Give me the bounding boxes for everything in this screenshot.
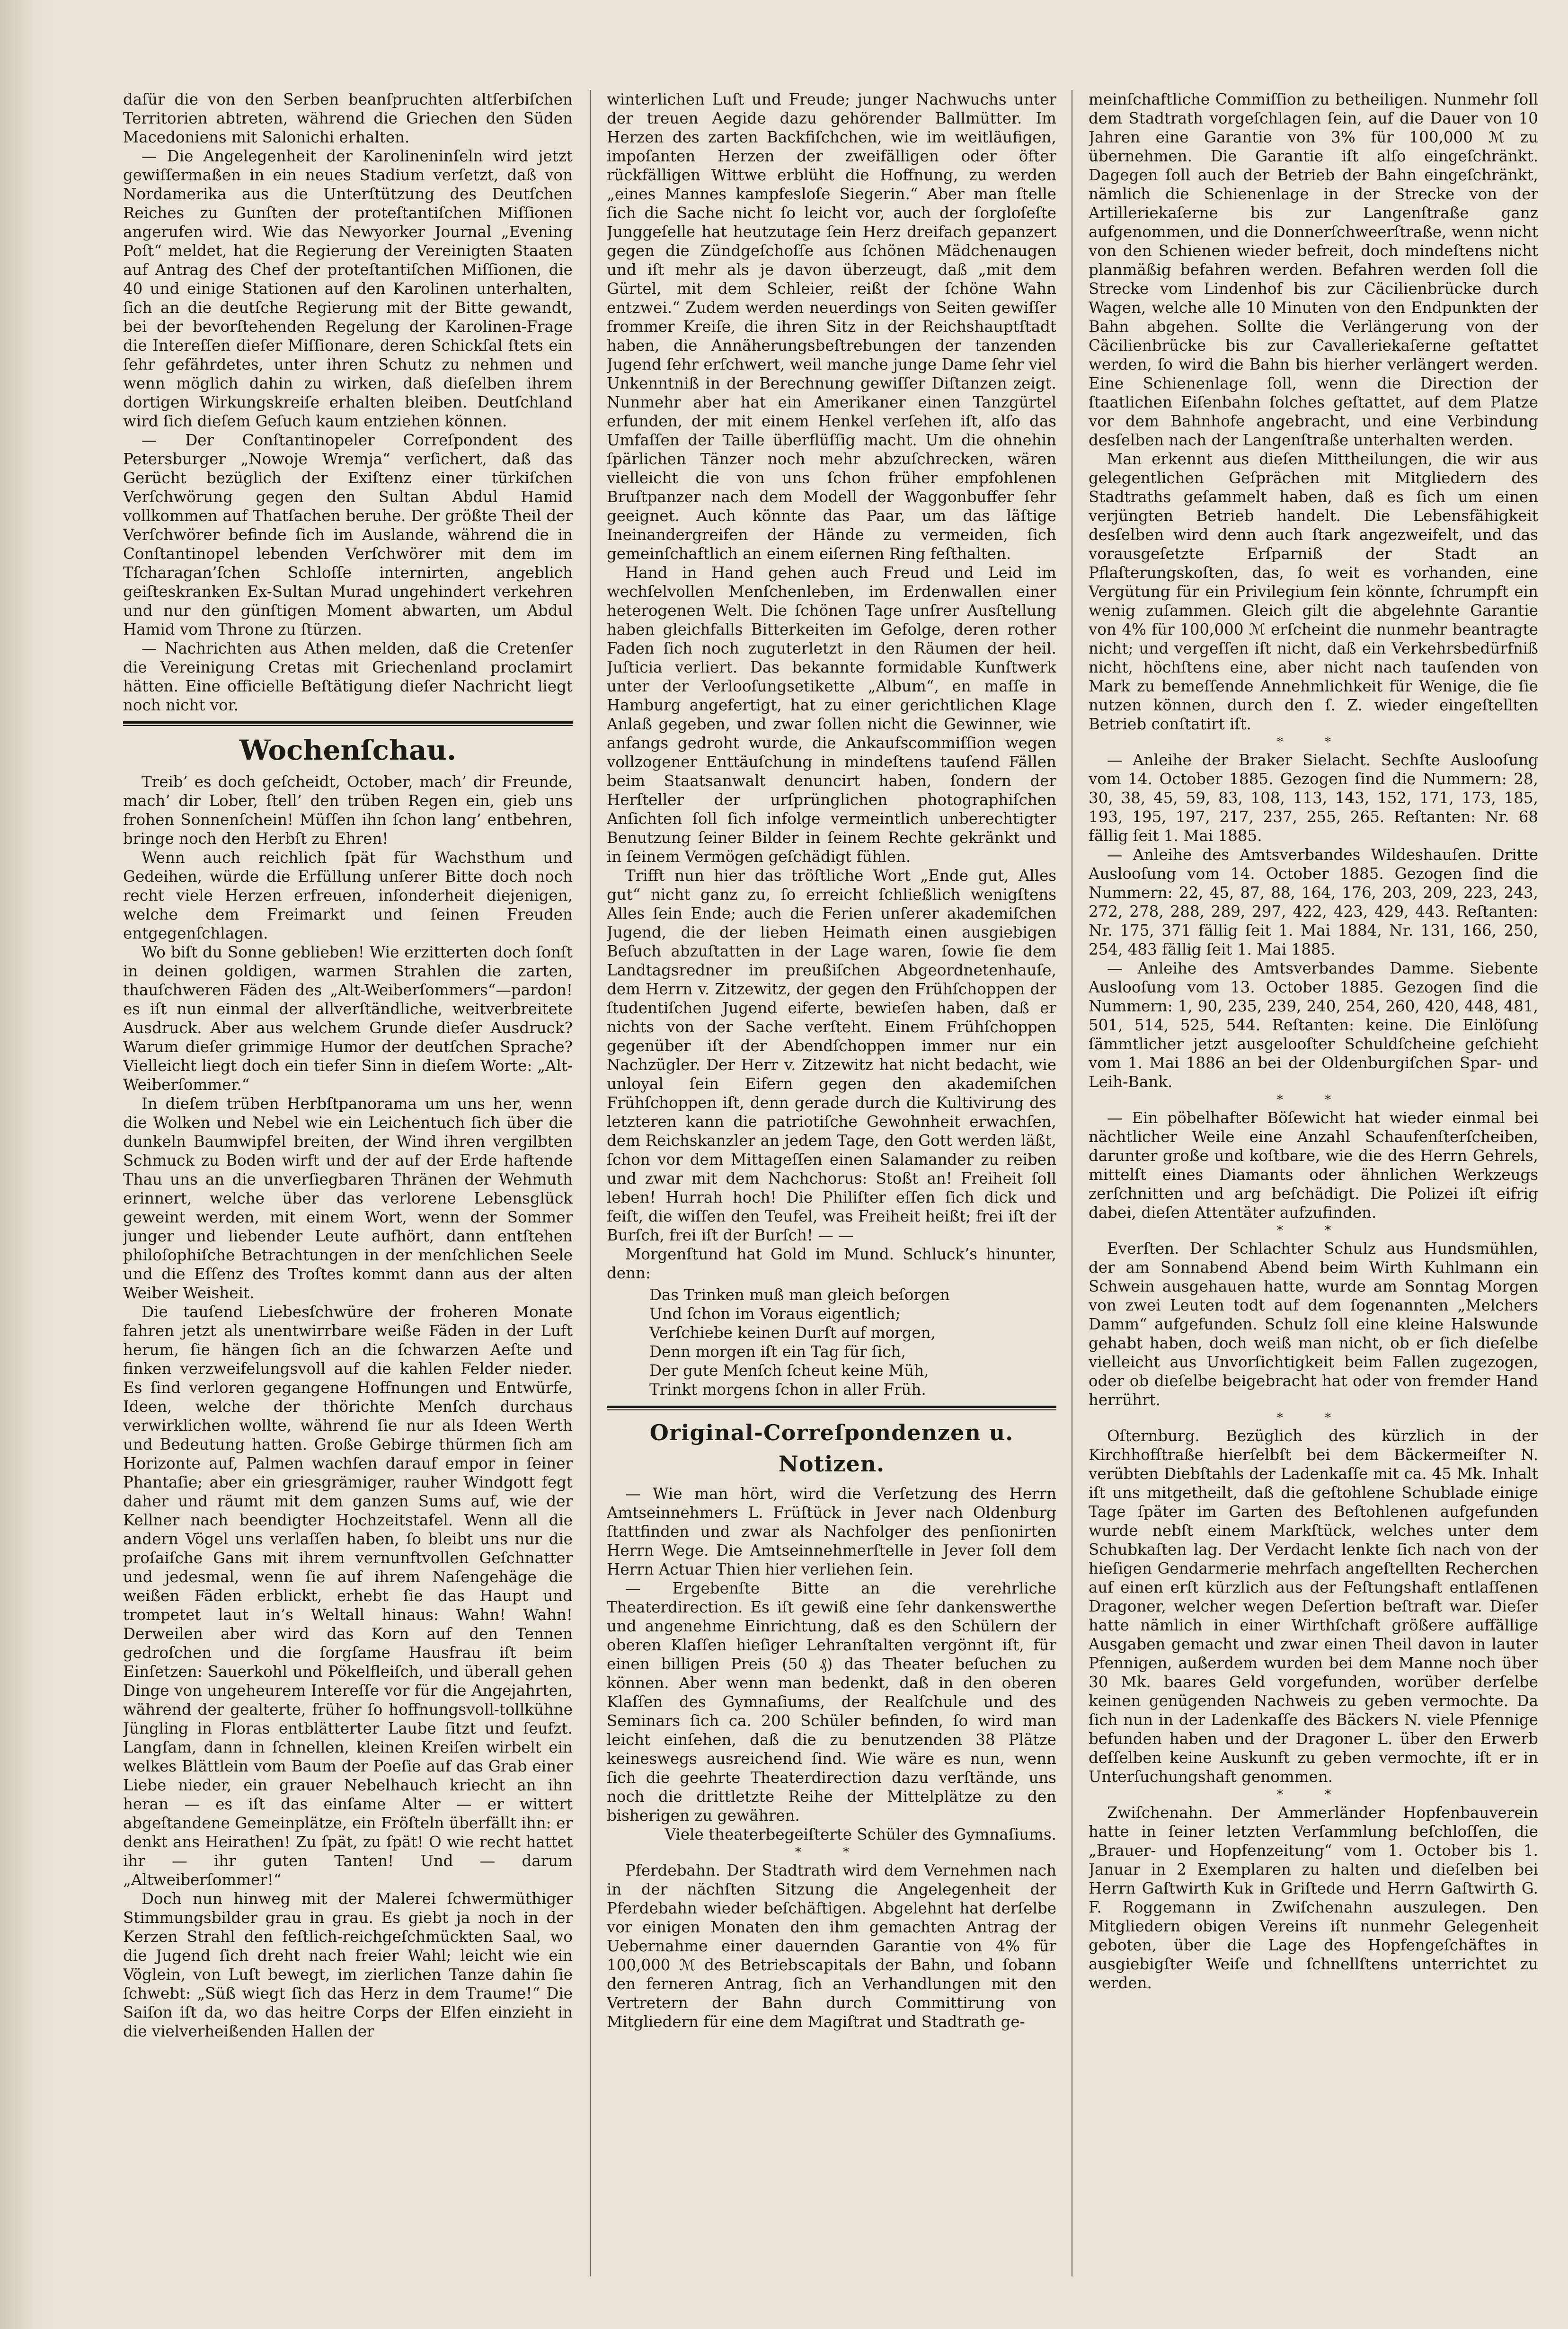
local-news: Zwiſchenahn. Der Ammerländer Hopfenbauverein hatte in ſeiner letzten Verſammlung beſchloſſen, die „Brauer- und Hopfenzeitung“ vom 1. October bis 1. Januar in 2 Exemplaren zu halten und dieſelben bei Herrn Gaſtwirth Kuk in Griſtede und Herrn Gaſtwirth G. F. Roggemann in Zwiſchenahn auszulegen. Den Mitgliedern obigen Vereins iſt nunmehr Gelegenheit geboten, über die Lage des Hopfengeſchäftes in ausgiebigſter Weiſe und ſchnellſtens unterrichtet zu werden. bbox=[1089, 1804, 1538, 1992]
poem-line: Der gute Menſch ſcheut keine Müh, bbox=[649, 1362, 929, 1380]
paragraph: In dieſem trüben Herbſtpanorama um uns her, wenn die Wolken und Nebel wie ein Leichentuch ſich über die dunkeln Baumwipfel breiten, der Wind ihren vergilbten Schmuck zu Boden wirft und der auf der Erde haftende Thau uns an die unverſiegbaren Thränen der Wehmuth erinnert, welche über das verlorene Lebensglück geweint werden, mit einem Wort, wenn der Sommer junger und liebender Leute aufhört, dann entſtehen philoſophiſche Betrachtungen in der menſchlichen Seele und die Eſſenz des Troſtes kommt dann aus der alten Weiber Weisheit. bbox=[123, 1095, 573, 1302]
paragraph: Treib’ es doch geſcheidt, October, mach’ dir Freunde, mach’ dir Lober, ſtell’ den trüben Regen ein, gieb uns frohen Sonnenſchein! Müſſen ihn ſchon lang’ entbehren, bringe noch den Herbſt zu Ehren! bbox=[123, 773, 573, 848]
paragraph: Man erkennt aus dieſen Mittheilungen, die wir aus gelegentlichen Geſprächen mit Mitgliedern des Stadtraths geſammelt haben, daß es ſich um einen verjüngten Betrieb handelt. Die Lebensfähigkeit desſelben wird denn auch ſtark angezweifelt, und das vorausgeſetzte Erſparniß der Stadt an Pflaſterungskoſten, das, ſo weit es vorhanden, eine Vergütung für ein Privilegium ſein könnte, ſchrumpft ein wenig zuſammen. Gleich gilt die abgelehnte Garantie von 4% für 100,000 ℳ erſcheint die nunmehr beantragte nicht; und vergeſſen iſt nicht, daß ein Verkehrsbedürfniß nicht, höchſtens eine, aber nicht nach tauſenden von Mark zu bemeſſende Annehmlichkeit für Wenige, die ſie nutzen können, durch den ſ. Z. wieder eingeſtellten Betrieb conſtatirt iſt. bbox=[1089, 450, 1538, 733]
local-news: Everſten. Der Schlachter Schulz aus Hundsmühlen, der am Sonnabend Abend beim Wirth Kuhlmann ein Schwein ausgehauen hatte, wurde am Sonntag Morgen von zwei Leuten todt auf dem ſogenannten „Melchers Damm“ aufgefunden. Schulz ſoll eine kleine Halswunde gehabt haben, doch weiß man nicht, ob er ſich dieſelbe vielleicht aus Unvorſichtigkeit beim Fallen zugezogen, oder ob dieſelbe beigebracht hat oder von fremder Hand herrührt. bbox=[1089, 1240, 1538, 1409]
column-2 bbox=[607, 90, 1056, 2276]
paragraph-karolinen: — Die Angelegenheit der Karolineninſeln wird jetzt gewiſſermaßen in ein neues Stadium verſetzt, daß von Nordamerika aus die Unterſtützung des Deutſchen Reiches zu Gunſten der proteſtantiſchen Miſſionen angerufen wird. Wie das Newyorker Journal „Evening Poſt“ meldet, hat die Regierung der Vereinigten Staaten auf Antrag des Chef der proteſtantiſchen Miſſionen, die 40 und einige Stationen auf den Karolinen unterhalten, ſich an die deutſche Regierung mit der Bitte gewandt, bei der bevorſtehenden Regelung der Karolinen-Frage die Intereſſen dieſer Miſſionare, deren Schickſal ſtets ein ſehr gefährdetes, unter ihren Schutz zu nehmen und wenn möglich dahin zu wirken, daß dieſelben ihrem dortigen Wirkungskreiſe erhalten bleiben. Deutſchland wird ſich dieſem Geſuch kaum entziehen können. bbox=[123, 147, 573, 430]
poem-line: Das Trinken muß man gleich beſorgen bbox=[649, 1286, 950, 1304]
poem-line: Und ſchon im Voraus eigentlich; bbox=[649, 1305, 901, 1323]
paragraph: Morgenſtund hat Gold im Mund. Schluck’s hinunter, denn: bbox=[607, 1245, 1056, 1282]
section-stars: * * bbox=[1276, 735, 1350, 749]
section-stars: * * bbox=[1276, 1788, 1350, 1802]
notice-pferdebahn: Pferdebahn. Der Stadtrath wird dem Vernehmen nach in der nächſten Sitzung die Angelegenheit der Pferdebahn wieder beſchäftigen. Abgelehnt hat derſelbe vor einigen Monaten den ihm gemachten Antrag der Uebernahme einer dauernden Garantie von 4% für 100,000 ℳ des Betriebscapitals der Bahn, und ſobann den ferneren Antrag, ſich an Verhandlungen mit den Vertretern der Bahn durch Committirung von Mitgliedern für eine dem Magiſtrat und Stadtrath ge- bbox=[607, 1861, 1056, 2031]
section-divider bbox=[123, 721, 573, 726]
poem bbox=[649, 1285, 1056, 1399]
notice-signature: Viele theaterbegeiſterte Schüler des Gymnaſiums. bbox=[664, 1825, 1056, 1843]
column-3 bbox=[1089, 90, 1538, 2276]
notice: — Wie man hört, wird die Verſetzung des Herrn Amtseinnehmers L. Früſtück in Jever nach Oldenburg ſtattfinden und zwar als Nachfolger des penſionirten Herrn Wege. Die Amtseinnehmerſtelle in Jever ſoll dem Herrn Actuar Thien hier verliehen ſein. bbox=[607, 1485, 1056, 1578]
paragraph: Wenn auch reichlich ſpät für Wachsthum und Gedeihen, würde die Erfüllung unſerer Bitte doch noch recht viele Herzen erfreuen, inſonderheit diejenigen, welche dem Freimarkt und ſeinen Freuden entgegenſchlagen. bbox=[123, 849, 573, 942]
section-divider bbox=[607, 1406, 1056, 1410]
loan-notice: — Anleihe des Amtsverbandes Damme. Siebente Auslooſung vom 13. October 1885. Gezogen ſind die Nummern: 1, 90, 235, 239, 240, 254, 260, 420, 448, 481, 501, 514, 525, 544. Reſtanten: keine. Die Einlöſung ſämmtlicher jetzt ausgelooſter Schuldſcheine geſchieht vom 1. Mai 1886 an bei der Oldenburgiſchen Spar- und Leih-Bank. bbox=[1089, 959, 1538, 1091]
correspondence-heading: Original-Correſpondenzen u. Notizen. bbox=[649, 1420, 1014, 1477]
column-1 bbox=[123, 90, 573, 2276]
section-stars: * * bbox=[1276, 1411, 1350, 1425]
paragraph: Hand in Hand gehen auch Freud und Leid im wechſelvollen Menſchenleben, im Erdenwallen einer heterogenen Welt. Die ſchönen Tage unſrer Ausſtellung haben gleichfalls Bitterkeiten im Gefolge, deren rother Faden ſich noch zuguterletzt in den Räumen der heil. Juſticia verliert. Das bekannte formidable Kunſtwerk unter der Verlooſungsetikette „Album“, en maſſe in Hamburg angefertigt, hat zu einer gerichtlichen Klage Anlaß gegeben, und zwar ſollen nicht die Gewinner, wie anfangs gedroht wurde, die Ankaufscommiſſion wegen vollzogener Enttäuſchung in mindeſtens tauſend Fällen beim Staatsanwalt denuncirt haben, ſondern der Herſteller der urſprünglichen photographiſchen Anſichten ſoll ſich infolge vermeintlich unberechtigter Benutzung ſeiner Bilder in ſeinem Rechte gekränkt und in ſeinem Vermögen geſchädigt fühlen. bbox=[607, 564, 1056, 866]
section-stars: * * bbox=[1276, 1093, 1350, 1107]
paragraph-verschwoerung: — Der Conſtantinopeler Correſpondent des Petersburger „Nowoje Wremja“ verſichert, daß das Gerücht bezüglich der Exiſtenz einer türkiſchen Verſchwörung gegen den Sultan Abdul Hamid vollkommen auf Thatſachen beruhe. Der größte Theil der Verſchwörer befinde ſich im Auslande, während die in Conſtantinopel lebenden Verſchwörer mit dem im Tſcharagan’ſchen Schloſſe internirten, angeblich geiſteskranken Ex-Sultan Murad ungehindert verkehren und nur den günſtigen Moment abwarten, um Abdul Hamid vom Throne zu ſtürzen. bbox=[123, 431, 573, 638]
notice: — Ergebenſte Bitte an die verehrliche Theaterdirection. Es iſt gewiß eine ſehr dankenswerthe und angenehme Einrichtung, daß es den Schülern der oberen Klaſſen hieſiger Lehranſtalten vergönnt iſt, für einen billigen Preis (50 ₰) das Theater beſuchen zu können. Aber wenn man bedenkt, daß in den oberen Klaſſen des Gymnaſiums, der Realſchule und des Seminars ſich ca. 200 Schüler befinden, ſo wird man leicht einſehen, daß die zu benutzenden 38 Plätze keineswegs ausreichend ſind. Wie wäre es nun, wenn ſich die geehrte Theaterdirection dazu verſtände, uns noch die drittletzte Reihe der Mittelplätze zu den bisherigen zu gewähren. bbox=[607, 1579, 1056, 1824]
paragraph: Doch nun hinweg mit der Malerei ſchwermüthiger Stimmungsbilder grau in grau. Es giebt ja noch in der Kerzen Strahl den feſtlich-reichgeſchmückten Saal, wo die Jugend ſich dreht nach freier Wahl; leicht wie ein Vöglein, von Luſt bewegt, im zierlichen Tanze dahin ſie ſchwebt: „Süß wiegt ſich das Herz in dem Traume!“ Die Saiſon iſt da, wo das heitre Corps der Elfen einzieht in die vielverheißenden Hallen der bbox=[123, 1890, 573, 2040]
paragraph: daſür die von den Serben beanſpruchten altſerbiſchen Territorien abtreten, während die Griechen den Süden Macedoniens mit Salonichi erhalten. bbox=[123, 90, 573, 146]
poem-line: Denn morgen iſt ein Tag für ſich, bbox=[649, 1343, 906, 1361]
paragraph: Die tauſend Liebesſchwüre der froheren Monate fahren jetzt als unentwirrbare weiße Fäden in der Luft herum, ſie hängen ſich an die ſchwarzen Aeſte und finken verzweifelungsvoll auf die kahlen Felder nieder. Es ſind verloren gegangene Hoffnungen und Entwürfe, Ideen, welche der thörichte Menſch durchaus verwirklichen wollte, während ſie nur als Ideen Werth und Bedeutung hatten. Große Gebirge thürmen ſich am Horizonte auf, Palmen wachſen darauf empor in ſeiner Phantaſie; aber ein griesgrämiger, rauher Windgott fegt daher und räumt mit dem ganzen Sums auf, wie der Kellner nach beendigter Hochzeitstafel. Wenn all die andern Vögel uns verlaſſen haben, ſo bleibt uns nur die proſaiſche Gans mit ihrem vernunftvollen Geſchnatter und jedesmal, wenn ſie auf ihrem Naſengehäge die weißen Fäden erblickt, erhebt ſie das Haupt und trompetet laut in’s Weltall hinaus: Wahn! Wahn! Derweilen aber wird das Korn auf den Tennen gedroſchen und die ſorgſame Hausfrau iſt beim Einſetzen: Sauerkohl und Pökelfleiſch, und überall gehen Dinge von ungeheurem Intereſſe vor für die Angejahrten, während der gealterte, früher ſo hoffnungsvoll-tollkühne Jüngling in Floras entblätterter Laube ſitzt und ſeufzt. Langſam, dann in ſchnellen, kleinen Kreiſen wirbelt ein welkes Blättlein vom Baum der Poeſie auf das Grab einer Liebe nieder, ein grauer Nebelhauch kriecht an ihn heran — es iſt das einſame Alter — er wittert abgeſtandene Gemeinplätze, ein Fröſteln überfällt ihn: er denkt ans Heirathen! Zu ſpät, zu ſpät! O wie recht hattet ihr — ihr guten Tanten! Und — darum „Altweiberſommer!“ bbox=[123, 1303, 573, 1889]
poem-line: Verſchiebe keinen Durſt auf morgen, bbox=[649, 1324, 936, 1342]
paragraph: Wo biſt du Sonne geblieben! Wie erzitterten doch ſonſt in deinen goldigen, warmen Strahlen die zarten, thauſchweren Fäden des „Alt-Weiberſommers“—pardon! es iſt nun einmal der allverſtändliche, weitverbreitete Ausdruck. Aber aus welchem Grunde dieſer Ausdruck? Warum dieſer grimmige Humor der deutſchen Sprache? Vielleicht liegt doch ein tiefer Sinn in dieſem Worte: „Alt-Weiberſommer.“ bbox=[123, 943, 573, 1094]
section-stars: * * bbox=[1276, 1223, 1350, 1238]
column-rule-1 bbox=[590, 90, 591, 2276]
poem-line: Trinkt morgens ſchon in aller Früh. bbox=[649, 1381, 926, 1399]
section-stars: * * bbox=[795, 1845, 868, 1860]
paragraph: meinſchaftliche Commiſſion zu betheiligen. Nunmehr ſoll dem Stadtrath vorgeſchlagen ſein, auf die Dauer von 10 Jahren eine Garantie von 3% für 100,000 ℳ zu übernehmen. Die Garantie iſt alſo eingeſchränkt. Dagegen ſoll auch der Betrieb der Bahn eingeſchränkt, nämlich die Schienenlage in der Strecke von der Artilleriekaſerne bis zur Langenſtraße ganz aufgenommen, und die Donnerſchweerſtraße, wenn nicht von den Schienen wieder befreit, doch mindeſtens nicht planmäßig befahren werden. Befahren werden ſoll die Strecke vom Lindenhof bis zur Cäcilienbrücke durch Wagen, welche alle 10 Minuten von den Endpunkten der Bahn abgehen. Sollte die Verlängerung von der Cäcilienbrücke bis zur Cavalleriekaſerne geſtattet werden, ſo wird die Bahn bis hierher verlängert werden. Eine Schienenlage ſoll, wenn die Direction der ſtaatlichen Eiſenbahn ſolches geſtattet, auf dem Platze vor dem Bahnhofe angebracht, und eine Verbindung desſelben nach der Langenſtraße unterhalten werden. bbox=[1089, 90, 1538, 449]
wochenschau-heading: Wochenſchau. bbox=[239, 734, 457, 766]
local-news: Oſternburg. Bezüglich des kürzlich in der Kirchhofſtraße hierſelbſt bei dem Bäckermeiſter N. verübten Diebſtahls der Ladenkaſſe mit ca. 45 Mk. Inhalt iſt uns mitgetheilt, daß die geſtohlene Schublade einige Tage ſpäter im Garten des Beſtohlenen aufgefunden wurde nebſt einem Markſtück, welches unter dem Schubkaſten lag. Der Verdacht lenkte ſich nach von der hieſigen Gendarmerie mehrfach angeſtellten Recherchen auf einen erſt kürzlich aus der Feſtungshaft entlaſſenen Dragoner, welcher wegen Deſertion beſtraft war. Dieſer hatte nämlich in einer Wirthſchaft größere auffällige Ausgaben gemacht und zwar einen Theil davon in lauter Pfennigen, außerdem wurden bei dem Manne noch über 30 Mk. baares Geld vorgefunden, worüber derſelbe keinen genügenden Nachweis zu geben vermochte. Da ſich nun in der Ladenkaſſe des Bäckers N. viele Pfennige befunden haben und der Dragoner L. über den Erwerb deſſelben keine Auskunft zu geben vermochte, iſt er in Unterſuchungshaft genommen. bbox=[1089, 1427, 1538, 1786]
loan-notice: — Anleihe der Braker Sielacht. Sechſte Auslooſung vom 14. October 1885. Gezogen ſind die Nummern: 28, 30, 38, 45, 59, 83, 108, 113, 143, 152, 171, 173, 185, 193, 195, 197, 217, 237, 255, 265. Reſtanten: Nr. 68 fällig ſeit 1. Mai 1885. bbox=[1089, 751, 1538, 845]
newspaper-page bbox=[123, 90, 1538, 2276]
paragraph: winterlichen Luſt und Freude; junger Nachwuchs unter der treuen Aegide dazu gehörender Ballmütter. Im Herzen des zarten Backfiſchchen, wie im weitläufigen, impoſanten Herzen der zweifälligen oder öfter rückfälligen Wittwe erblüht die Hoffnung, zu werden „eines Mannes kampfesloſe Siegerin.“ Aber man ſtelle ſich die Sache nicht ſo leicht vor, auch der ſorgloſeſte Junggeſelle hat heutzutage ſein Herz dreifach gepanzert gegen die Zündgeſchoſſe aus ſchönen Mädchenaugen und iſt mehr als je davon überzeugt, daß „mit dem Gürtel, mit dem Schleier, reißt der ſchöne Wahn entzwei.“ Zudem werden neuerdings von Seiten gewiſſer frommer Kreiſe, die ihren Sitz in der Reichshauptſtadt haben, die Annäherungsbeſtrebungen der tanzenden Jugend ſehr erſchwert, weil manche junge Dame ſehr viel Unkenntniß in der Berechnung gewiſſer Diſtanzen zeigt. Nunmehr aber hat ein Amerikaner einen Tanzgürtel erfunden, der mit einem Henkel verſehen iſt, alſo das Umfaſſen der Taille überflüſſig macht. Um die ohnehin ſpärlichen Tänzer noch mehr abzuſchrecken, wären vielleicht die von uns ſchon früher empfohlenen Bruſtpanzer nach dem Modell der Waggonbuffer ſehr geeignet. Auch könnte das Paar, um das läſtige Ineinandergreifen der Hände zu vermeiden, ſich gemeinſchaftlich an einem eiſernen Ring feſthalten. bbox=[607, 90, 1056, 563]
loan-notice: — Anleihe des Amtsverbandes Wildeshauſen. Dritte Auslooſung vom 14. October 1885. Gezogen ſind die Nummern: 22, 45, 87, 88, 164, 176, 203, 209, 223, 243, 272, 278, 288, 289, 297, 422, 423, 429, 443. Reſtanten: Nr. 175, 371 fällig ſeit 1. Mai 1884, Nr. 131, 166, 250, 254, 483 fällig ſeit 1. Mai 1885. bbox=[1089, 846, 1538, 958]
page-binding-shadow bbox=[0, 0, 57, 2329]
paragraph-athen: — Nachrichten aus Athen melden, daß die Cretenſer die Vereinigung Cretas mit Griechenland proclamirt hätten. Eine officielle Beſtätigung dieſer Nachricht liegt noch nicht vor. bbox=[123, 639, 573, 714]
paragraph: Trifft nun hier das tröſtliche Wort „Ende gut, Alles gut“ nicht ganz zu, ſo erreicht ſchließlich wenigſtens Alles ſein Ende; auch die Ferien unſerer akademiſchen Jugend, die der lieben Heimath einen ausgiebigen Beſuch abzuſtatten in der Lage waren, ſowie ſie dem Landtagsredner im preußiſchen Abgeordnetenhauſe, dem Herrn v. Zitzewitz, der gegen den Frühſchoppen der ſtudentiſchen Jugend eiferte, bewieſen haben, daß er nichts von der Sache verſteht. Einem Frühſchoppen gegenüber iſt der Abendſchoppen immer nur ein Nachzügler. Der Herr v. Zitzewitz hat nicht bedacht, wie unloyal ſein Eifern gegen den akademiſchen Frühſchoppen iſt, denn gerade durch die Kultivirung des letzteren kann die patriotiſche Gewohnheit erwachſen, dem Reichskanzler an jedem Tage, den Gott werden läßt, ſchon vor dem Mittageſſen einen Salamander zu reiben und zwar mit dem Nachchorus: Stoßt an! Freiheit ſoll leben! Hurrah hoch! Die Philiſter eſſen ſich dick und feiſt, die wiſſen den Teufel, was Freiheit heißt; frei iſt der Burſch, frei iſt der Burſch! — — bbox=[607, 867, 1056, 1244]
local-news: — Ein pöbelhafter Böſewicht hat wieder einmal bei nächtlicher Weile eine Anzahl Schaufenſterſcheiben, darunter große und koſtbare, wie die des Herrn Gehrels, mittelſt eines Diamants oder ähnlichen Werkzeugs zerſchnitten und arg beſchädigt. Die Polizei iſt eifrig dabei, dieſen Attentäter aufzufinden. bbox=[1089, 1109, 1538, 1222]
